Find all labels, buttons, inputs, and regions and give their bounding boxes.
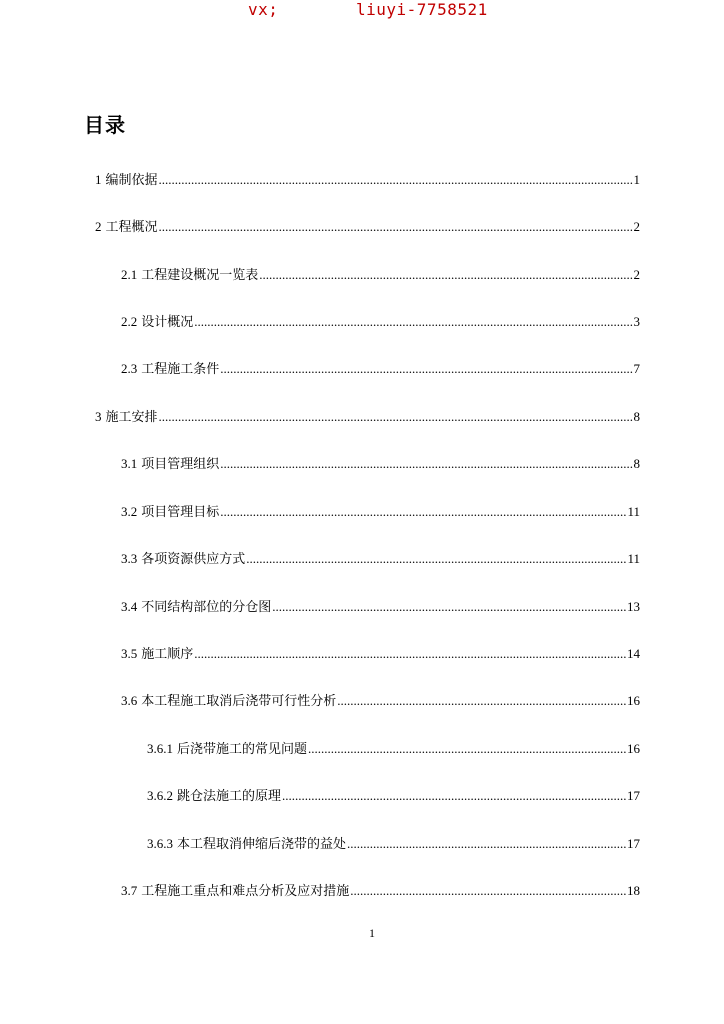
toc-entry[interactable] [147,786,640,806]
toc-entry-title: 本工程取消伸缩后浇带的益处 [177,837,347,852]
toc-entry-title: 工程施工条件 [141,362,220,377]
toc-entry[interactable] [121,549,640,569]
toc-dot-leader [282,786,626,806]
toc-entry[interactable] [121,359,640,379]
toc-entry-title: 施工安排 [105,410,158,425]
toc-entry-number: 2.1 [121,267,138,282]
toc-dot-leader [272,597,626,617]
toc-entry-page: 1 [633,172,640,187]
toc-entry-title: 不同结构部位的分仓图 [141,600,272,615]
toc-entry-title: 编制依据 [105,173,158,188]
toc-entry[interactable] [121,265,640,285]
toc-entry-page: 17 [627,836,640,851]
toc-entry-number: 3.6.2 [147,788,173,803]
watermark-right-text: liuyi-7758521 [356,0,488,19]
toc-dot-leader [337,691,626,711]
toc-entry-title: 项目管理组织 [141,457,220,472]
toc-entry-title: 后浇带施工的常见问题 [177,742,308,757]
toc-entry-number: 3.3 [121,551,138,566]
toc-entry[interactable] [95,170,640,190]
toc-entry-title: 工程概况 [105,220,158,235]
toc-entry-number: 3.2 [121,504,138,519]
toc-entry-page: 2 [633,219,640,234]
toc-entry-title: 施工顺序 [141,647,194,662]
toc-entry-number: 2.2 [121,314,138,329]
toc-dot-leader [220,359,632,379]
toc-entry[interactable] [121,881,640,901]
toc-dot-leader [220,502,626,522]
toc-entry-number: 3.6.3 [147,836,173,851]
toc-entry-page: 14 [627,646,640,661]
toc-entry-title: 本工程施工取消后浇带可行性分析 [141,694,337,709]
toc-dot-leader [246,549,626,569]
toc-dot-leader [159,170,633,190]
watermark-left-text: vx; [248,0,279,19]
toc-entry-number: 3.4 [121,599,138,614]
toc-entry[interactable] [121,454,640,474]
toc-entry-number: 3.6.1 [147,741,173,756]
toc-entry-page: 2 [633,267,640,282]
toc-dot-leader [220,454,632,474]
toc-entry[interactable] [147,834,640,854]
toc-entry[interactable] [147,739,640,759]
toc-entry-title: 各项资源供应方式 [141,552,246,567]
toc-entry-page: 3 [633,314,640,329]
toc-entry[interactable] [121,691,640,711]
toc-entry-number: 2.3 [121,361,138,376]
toc-entry[interactable] [121,597,640,617]
page-number: 1 [369,926,375,940]
toc-dot-leader [194,312,632,332]
toc-entry[interactable] [95,217,640,237]
toc-entry-page: 16 [627,741,640,756]
toc-entry-number: 3.1 [121,456,138,471]
toc-dot-leader [350,881,626,901]
toc-entry-page: 18 [627,883,640,898]
toc-dot-leader [159,407,633,427]
toc-entry-page: 8 [633,456,640,471]
toc-entry-number: 1 [95,172,102,187]
toc-dot-leader [194,644,626,664]
toc-entry-page: 7 [633,361,640,376]
toc-entry-number: 3.7 [121,883,138,898]
toc-entry-page: 11 [627,551,640,566]
toc-entry-title: 跳仓法施工的原理 [177,789,282,804]
toc-entry-number: 3.5 [121,646,138,661]
toc-entry[interactable] [121,312,640,332]
toc-entry-page: 11 [627,504,640,519]
toc-dot-leader [159,217,633,237]
toc-dot-leader [259,265,632,285]
toc-entry[interactable] [95,407,640,427]
toc-dot-leader [308,739,626,759]
toc-entry-number: 3.6 [121,693,138,708]
toc-entry[interactable] [121,502,640,522]
toc-entry-title: 工程施工重点和难点分析及应对措施 [141,884,350,899]
toc-dot-leader [347,834,626,854]
toc-entry-number: 3 [95,409,102,424]
toc-entry-page: 16 [627,693,640,708]
toc-entry-page: 13 [627,599,640,614]
toc-entry-page: 8 [633,409,640,424]
toc-entry-number: 2 [95,219,102,234]
toc-entry[interactable] [121,644,640,664]
toc-entry-title: 项目管理目标 [141,505,220,520]
toc-title: 目录 [84,113,126,137]
toc-entry-title: 设计概况 [141,315,194,330]
toc-entry-page: 17 [627,788,640,803]
toc-entry-title: 工程建设概况一览表 [141,268,259,283]
